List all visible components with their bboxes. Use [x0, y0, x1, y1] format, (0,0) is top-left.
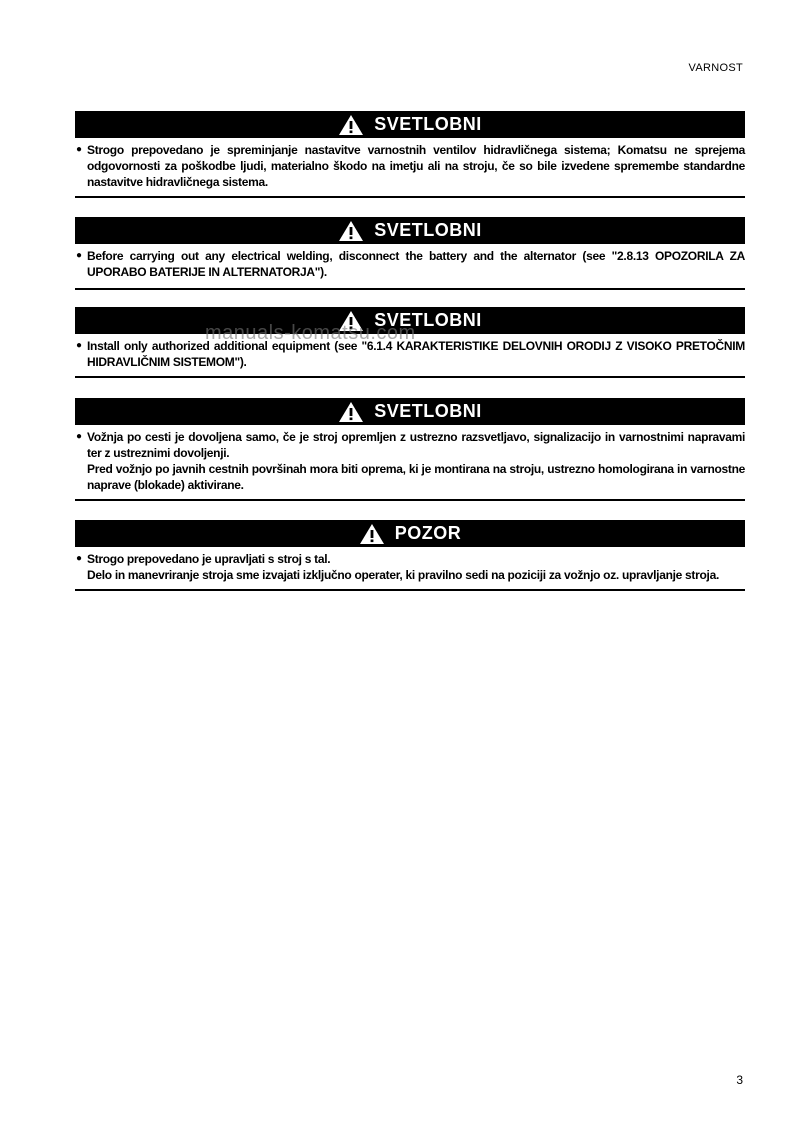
divider — [75, 196, 745, 198]
divider — [75, 499, 745, 501]
bullet-icon: ● — [76, 144, 82, 155]
bullet-icon: ● — [76, 553, 82, 564]
warning-block-1 — [75, 111, 745, 198]
warning-text: Install only authorized additional equipment (see "6.1.4 KARAKTERISTIKE DELOVNIH ORODIJ Z VISOKO PRETOČNIM HIDRAVLIČNIM SISTEMOM"). — [87, 339, 745, 369]
warning-title: SVETLOBNI — [374, 401, 482, 421]
divider — [75, 589, 745, 591]
warning-triangle-icon — [338, 401, 364, 423]
watermark: manuals-komatsu.com — [205, 322, 416, 344]
warning-banner — [75, 398, 745, 425]
caution-banner — [75, 520, 745, 547]
page-number: 3 — [736, 1073, 743, 1087]
bullet-icon: ● — [76, 250, 82, 261]
caution-block — [75, 520, 745, 591]
section-header: VARNOST — [688, 62, 743, 74]
warning-title: SVETLOBNI — [374, 310, 482, 330]
warning-block-2 — [75, 217, 745, 290]
divider — [75, 376, 745, 378]
bullet-icon: ● — [76, 340, 82, 351]
warning-banner — [75, 111, 745, 138]
warning-banner — [75, 217, 745, 244]
caution-text: Strogo prepovedano je upravljati s stroj s tal. — [87, 552, 331, 566]
warning-text: Strogo prepovedano je spreminjanje nastavitve varnostnih ventilov hidravličnega sistema; Komatsu ne sprejema odgovornosti za poškodbe ljudi, materialno škodo na imetju ali na stroju, če so bile izvedene spremembe standardne nastavitve hidravličnega sistema. — [87, 143, 745, 189]
warning-text: Before carrying out any electrical welding, disconnect the battery and the alternator (see "2.8.13 OPOZORILA ZA UPORABO BATERIJE IN ALTERNATORJA"). — [87, 249, 745, 279]
warning-text: Pred vožnjo po javnih cestnih površinah mora biti oprema, ki je montirana na stroju, ustrezno homologirana in varnostne naprave (blokade) aktivirane. — [87, 462, 745, 492]
caution-title: POZOR — [394, 523, 462, 543]
divider — [75, 288, 745, 290]
warning-block-4 — [75, 398, 745, 501]
caution-text: Delo in manevriranje stroja sme izvajati izključno operater, ki pravilno sedi na poziciji za vožnjo oz. upravljanje stroja. — [87, 568, 719, 582]
warning-triangle-icon — [359, 523, 385, 545]
warning-title: SVETLOBNI — [374, 220, 482, 240]
warning-title: SVETLOBNI — [374, 114, 482, 134]
warning-text: Vožnja po cesti je dovoljena samo, če je stroj opremljen z ustrezno razsvetljavo, signalizacijo in varnostnimi napravami ter z ustreznimi dovoljenji. — [87, 430, 745, 460]
warning-triangle-icon — [338, 114, 364, 136]
bullet-icon: ● — [76, 431, 82, 442]
warning-triangle-icon — [338, 220, 364, 242]
